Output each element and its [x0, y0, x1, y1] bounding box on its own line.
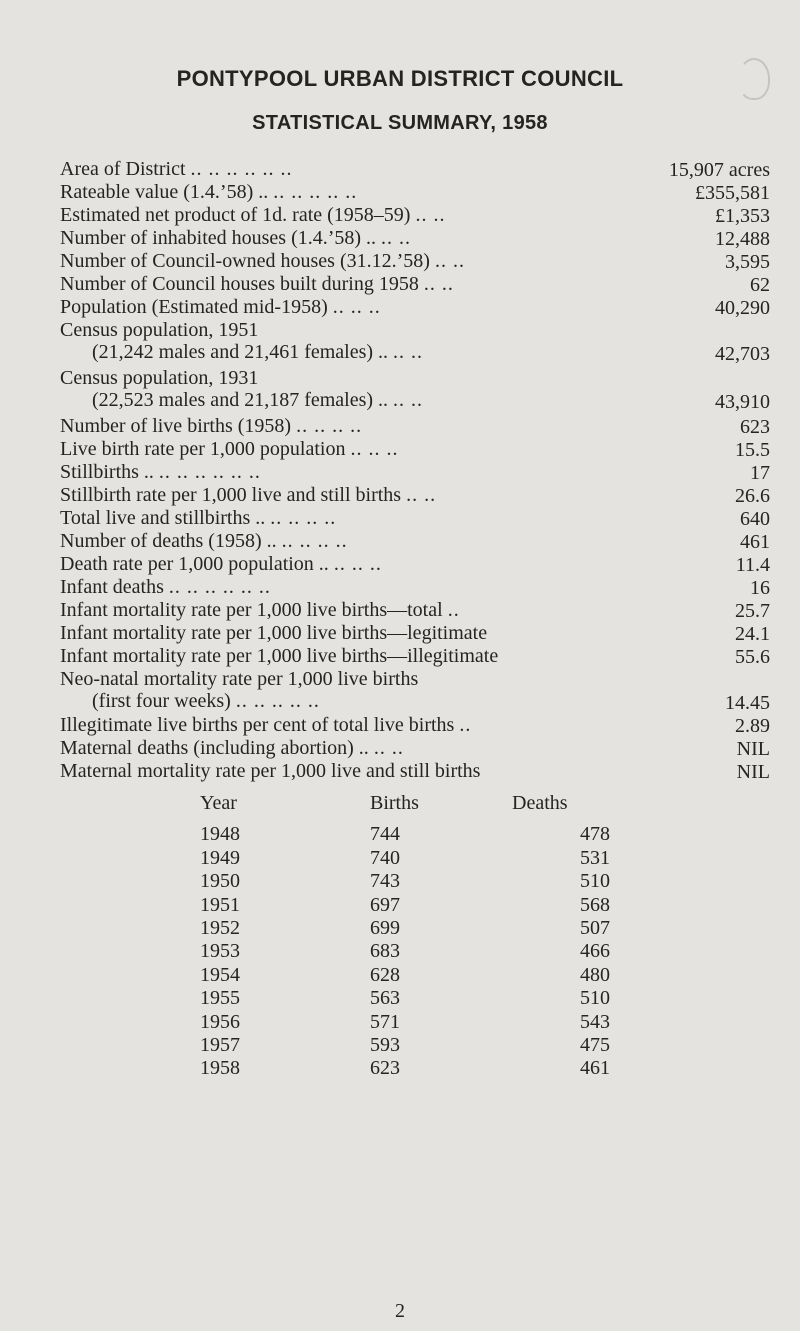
year-cell: 1948 [200, 823, 240, 846]
stat-label: Death rate per 1,000 population .. .. .. .. [60, 553, 382, 575]
deaths-cell: 510 [580, 987, 610, 1010]
stat-row [60, 158, 770, 181]
leader-dots: .. .. .. .. .. [273, 181, 358, 203]
table-row [200, 1011, 640, 1034]
stat-row [60, 507, 770, 530]
births-cell: 699 [370, 916, 400, 939]
stat-value: 16 [750, 577, 770, 599]
statistics-list [60, 158, 770, 783]
stat-label: Census population, 1951 [60, 319, 259, 341]
page-corner-mark [738, 58, 770, 100]
leader-dots: .. .. [423, 273, 454, 295]
stat-value: 11.4 [735, 554, 770, 576]
stat-value: £355,581 [695, 182, 770, 204]
births-header: Births [370, 792, 419, 814]
deaths-cell: 466 [580, 940, 610, 963]
stat-value: 55.6 [735, 646, 770, 668]
deaths-cell: 568 [580, 893, 610, 916]
stat-value: NIL [736, 738, 770, 760]
leader-dots: .. .. .. .. [270, 507, 337, 529]
deaths-cell: 478 [580, 823, 610, 846]
leader-dots: .. .. .. .. .. .. [168, 576, 271, 598]
deaths-cell: 461 [580, 1057, 610, 1080]
stat-value: 14.45 [725, 692, 770, 714]
births-cell: 697 [370, 893, 400, 916]
leader-dots: .. .. .. [332, 296, 381, 318]
stat-value: NIL [736, 761, 770, 783]
stat-label: Illegitimate live births per cent of total live births .. [60, 714, 472, 736]
year-cell: 1957 [200, 1033, 240, 1056]
table-row [200, 894, 640, 917]
stat-value: 24.1 [735, 623, 770, 645]
stat-label: Estimated net product of 1d. rate (1958–59) .. .. [60, 204, 446, 226]
stat-label: Number of Council houses built during 1958 .. .. [60, 273, 454, 295]
page-number: 2 [395, 1300, 405, 1322]
leader-dots: .. [447, 599, 460, 621]
leader-dots: .. [459, 714, 472, 736]
deaths-cell: 531 [580, 846, 610, 869]
stat-label: Live birth rate per 1,000 population .. .. .. [60, 438, 399, 460]
stat-value: 2.89 [735, 715, 770, 737]
leader-dots: .. .. .. .. .. [235, 690, 320, 712]
stat-row [60, 319, 770, 365]
stat-label: Infant deaths .. .. .. .. .. .. [60, 576, 271, 598]
leader-dots: .. .. [434, 250, 465, 272]
births-deaths-table [200, 792, 640, 1081]
table-row [200, 917, 640, 940]
stat-row [60, 553, 770, 576]
stat-row [60, 484, 770, 507]
leader-dots: .. .. [406, 484, 437, 506]
stat-value: 25.7 [735, 600, 770, 622]
stat-row [60, 227, 770, 250]
stat-label: Neo-natal mortality rate per 1,000 live births [60, 668, 419, 690]
stat-row [60, 250, 770, 273]
table-row [200, 823, 640, 846]
leader-dots: .. .. .. .. .. .. [158, 461, 261, 483]
stat-value: 42,703 [715, 343, 770, 365]
table-header [200, 792, 640, 815]
year-cell: 1949 [200, 846, 240, 869]
leader-dots: .. .. .. .. [296, 415, 363, 437]
stat-value: 62 [750, 274, 770, 296]
stat-row [60, 760, 770, 783]
table-row [200, 987, 640, 1010]
stat-label: Maternal mortality rate per 1,000 live and still births [60, 760, 481, 782]
stat-label: Census population, 1931 [60, 367, 259, 389]
stat-value: 26.6 [735, 485, 770, 507]
births-cell: 563 [370, 987, 400, 1010]
stat-label: Infant mortality rate per 1,000 live births—legitimate [60, 622, 488, 644]
stat-label: Number of deaths (1958) .. .. .. .. .. [60, 530, 348, 552]
stat-value: 43,910 [715, 391, 770, 413]
stat-row [60, 181, 770, 204]
leader-dots: .. .. [393, 341, 424, 363]
leader-dots: .. .. .. [333, 553, 382, 575]
leader-dots: .. .. [381, 227, 412, 249]
stat-row [60, 645, 770, 668]
deaths-cell: 543 [580, 1010, 610, 1033]
deaths-cell: 510 [580, 870, 610, 893]
stat-label: Area of District .. .. .. .. .. .. [60, 158, 293, 180]
stat-label: Stillbirth rate per 1,000 live and still births .. .. [60, 484, 437, 506]
year-cell: 1958 [200, 1057, 240, 1080]
births-cell: 623 [370, 1057, 400, 1080]
stat-label: Total live and stillbirths .. .. .. .. .. [60, 507, 337, 529]
year-cell: 1956 [200, 1010, 240, 1033]
year-cell: 1955 [200, 987, 240, 1010]
stat-label: Maternal deaths (including abortion) .. .. .. [60, 737, 404, 759]
stat-value: 40,290 [715, 297, 770, 319]
year-cell: 1950 [200, 870, 240, 893]
stat-row [60, 737, 770, 760]
stat-label: Rateable value (1.4.’58) .. .. .. .. .. .. [60, 181, 358, 203]
births-cell: 683 [370, 940, 400, 963]
leader-dots: .. .. [393, 389, 424, 411]
births-cell: 593 [370, 1033, 400, 1056]
births-cell: 743 [370, 870, 400, 893]
stat-row [60, 714, 770, 737]
stat-value: 623 [740, 416, 770, 438]
stat-row [60, 530, 770, 553]
table-row [200, 870, 640, 893]
year-cell: 1954 [200, 963, 240, 986]
table-row [200, 964, 640, 987]
births-cell: 571 [370, 1010, 400, 1033]
stat-value: 461 [740, 531, 770, 553]
stat-value: 15,907 acres [668, 159, 770, 181]
stat-row [60, 367, 770, 413]
stat-label: Infant mortality rate per 1,000 live births—total .. [60, 599, 460, 621]
stat-sublabel: (first four weeks) .. .. .. .. .. [92, 690, 320, 712]
stat-row [60, 438, 770, 461]
deaths-header: Deaths [512, 792, 568, 814]
deaths-cell: 475 [580, 1033, 610, 1056]
leader-dots: .. .. .. .. [281, 530, 348, 552]
deaths-cell: 480 [580, 963, 610, 986]
births-cell: 744 [370, 823, 400, 846]
leader-dots: .. .. .. [350, 438, 399, 460]
table-row [200, 940, 640, 963]
stat-label: Number of inhabited houses (1.4.’58) .. .. .. [60, 227, 412, 249]
stat-value: 640 [740, 508, 770, 530]
births-cell: 628 [370, 963, 400, 986]
stat-label: Infant mortality rate per 1,000 live births—illegitimate [60, 645, 499, 667]
stat-value: 15.5 [735, 439, 770, 461]
year-cell: 1952 [200, 916, 240, 939]
stat-row [60, 599, 770, 622]
stat-sublabel: (22,523 males and 21,187 females) .. .. .. [92, 389, 424, 411]
stat-row [60, 273, 770, 296]
stat-value: 12,488 [715, 228, 770, 250]
stat-value: 3,595 [725, 251, 770, 273]
year-cell: 1953 [200, 940, 240, 963]
stat-row [60, 415, 770, 438]
stat-label: Stillbirths .. .. .. .. .. .. .. [60, 461, 261, 483]
stat-sublabel: (21,242 males and 21,461 females) .. .. .. [92, 341, 424, 363]
stat-row [60, 668, 770, 714]
stat-label: Population (Estimated mid-1958) .. .. .. [60, 296, 381, 318]
year-header: Year [200, 792, 237, 814]
table-row [200, 1034, 640, 1057]
stat-row [60, 576, 770, 599]
stat-value: £1,353 [715, 205, 770, 227]
page-title: STATISTICAL SUMMARY, 1958 [252, 112, 548, 134]
year-cell: 1951 [200, 893, 240, 916]
leader-dots: .. .. [373, 737, 404, 759]
stat-value: 17 [750, 462, 770, 484]
stat-row [60, 296, 770, 319]
stat-row [60, 622, 770, 645]
births-cell: 740 [370, 846, 400, 869]
table-row [200, 1057, 640, 1080]
stat-label: Number of Council-owned houses (31.12.’58) .. .. [60, 250, 465, 272]
stat-row [60, 461, 770, 484]
leader-dots: .. .. .. .. .. .. [190, 158, 293, 180]
leader-dots: .. .. [415, 204, 446, 226]
table-row [200, 847, 640, 870]
deaths-cell: 507 [580, 916, 610, 939]
council-heading: PONTYPOOL URBAN DISTRICT COUNCIL [176, 66, 624, 91]
stat-row [60, 204, 770, 227]
stat-label: Number of live births (1958) .. .. .. .. [60, 415, 363, 437]
